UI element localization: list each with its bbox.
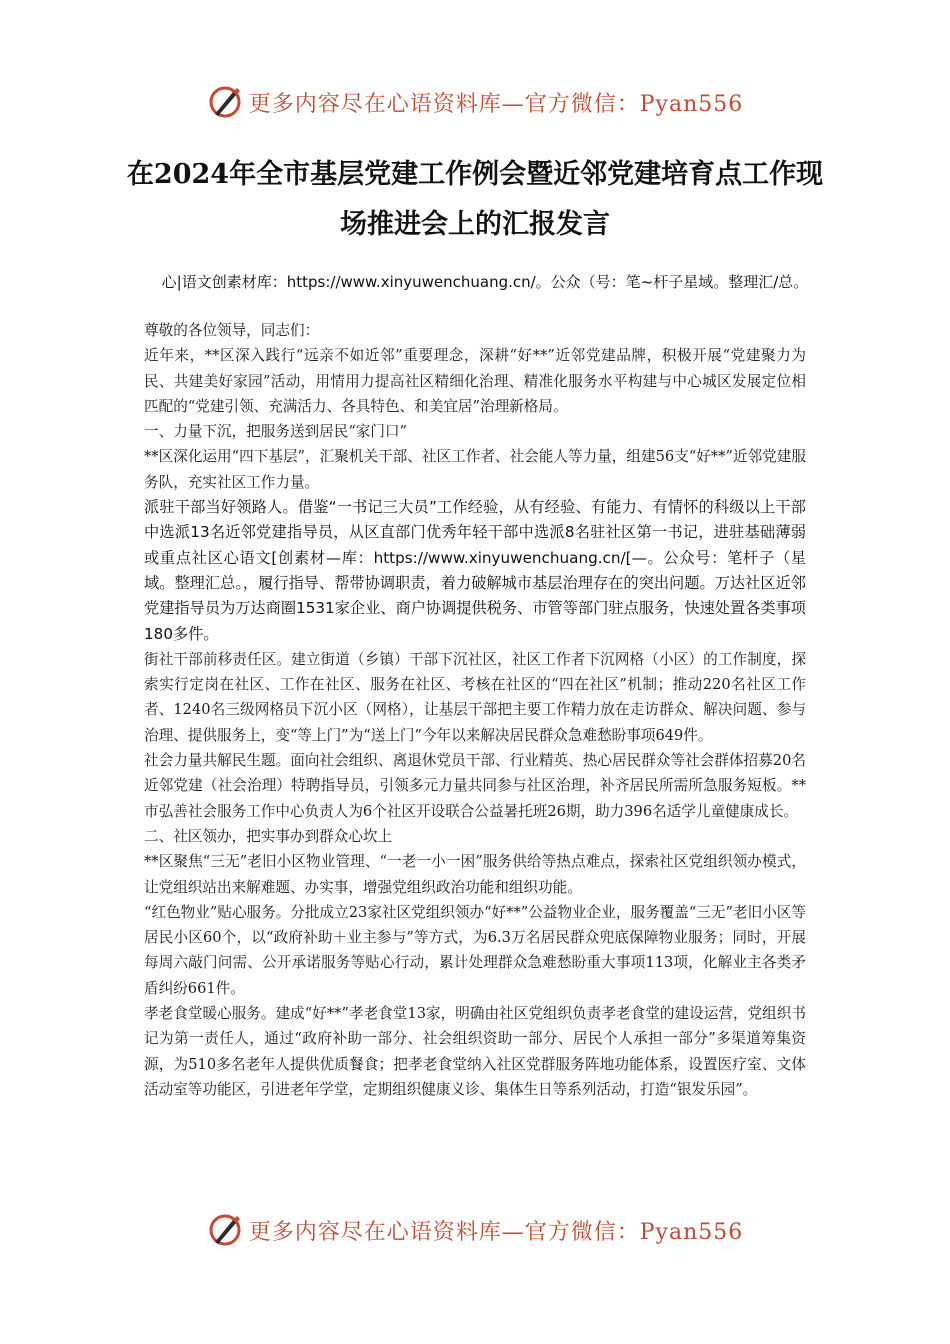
paragraph: 街社干部前移责任区。建立街道（乡镇）干部下沉社区，社区工作者下沉网格（小区）的工作制度，探索实行定岗在社区、工作在社区、服务在社区、考核在社区的“四在社区”机制；推动220名社区工作者、1240名三级网格员下沉小区（网格），让基层干部把主要工作精力放在走访群众、解决问题、参与治理、提供服务上，变“等上门”为“送上门”今年以来解决居民群众急难愁盼事项649件。 (144, 650, 806, 744)
paragraph: **区深化运用“四下基层”，汇聚机关干部、社区工作者、社会能人等力量，组建56支“好**”近邻党建服务队，充实社区工作力量。 (144, 448, 806, 491)
header-banner-text: 更多内容尽在心语资料库—官方微信：Pyan556 (248, 91, 744, 117)
paragraph: 社会力量共解民生题。面向社会组织、离退休党员干部、行业精英、热心居民群众等社会群体招募20名近邻党建（社会治理）特聘指导员，引领多元力量共同参与社区治理，补齐居民所需所急服务短板。**市弘善社会服务工作中心负责人为6个社区开设联合公益暑托班26期，助力396名适学儿童健康成长。 (144, 752, 806, 820)
pen-circle-logo-icon (207, 1212, 243, 1248)
paragraph: 近年来，**区深入践行“远亲不如近邻”重要理念，深耕“好**”近邻党建品牌，积极开展“党建聚力为民、共建美好家园”活动，用情用力提高社区精细化治理、精准化服务水平构建与中心城区发展定位相匹配的“党建引领、充满活力、各具特色、和美宜居”治理新格局。 (144, 347, 806, 415)
footer-banner (0, 1208, 950, 1252)
document-body (144, 318, 806, 1102)
document-title: 在2024年全市基层党建工作例会暨近邻党建培育点工作现场推进会上的汇报发言 (126, 159, 824, 240)
pen-circle-logo-icon (207, 84, 243, 120)
paragraph: **区聚焦“三无”老旧小区物业管理、“一老一小一困”服务供给等热点难点，探索社区党组织领办模式，让党组织站出来解难题、办实事，增强党组织政治功能和组织功能。 (144, 853, 806, 896)
header-banner (0, 80, 950, 124)
paragraph: 孝老食堂暖心服务。建成“好**”孝老食堂13家，明确由社区党组织负责孝老食堂的建设运营，党组织书记为第一责任人，通过“政府补助一部分、社会组织资助一部分、居民个人承担一部分”多渠道筹集资源，为510多名老年人提供优质餐食；把孝老食堂纳入社区党群服务阵地功能体系，设置医疗室、文体活动室等功能区，引进老年学堂，定期组织健康义诊、集体生日等系列活动，打造“银发乐园”。 (144, 1005, 806, 1098)
paragraph: 派驻干部当好领路人。借鉴“一书记三大员”工作经验，从有经验、有能力、有情怀的科级以上干部中选派13名近邻党建指导员，从区直部门优秀年轻干部中选派8名驻社区第一书记，进驻基础薄弱或重点社区心语文[创素材—库：https://www.xinyuwenchuang.cn/[—。公众号：笔杆子（星域。整理汇总。，履行指导、帮带协调职责，着力破解城市基层治理存在的突出问题。万达社区近邻党建指导员为万达商圈1531家企业、商户协调提供税务、市管等部门驻点服务，快速处置各类事项180多件。 (144, 498, 806, 643)
salutation: 尊敬的各位领导，同志们： (144, 322, 320, 339)
section-heading: 二、社区领办，把实事办到群众心坎上 (144, 827, 393, 845)
source-note: 心|语文创素材库：https://www.xinyuwenchuang.cn/。公众（号：笔~杆子星域。整理汇/总。 (161, 273, 809, 291)
footer-banner-text: 更多内容尽在心语资料库—官方微信：Pyan556 (248, 1219, 744, 1245)
section-heading: 一、力量下沉，把服务送到居民“家门口” (144, 423, 408, 441)
paragraph: “红色物业”贴心服务。分批成立23家社区党组织领办“好**”公益物业企业，服务覆盖“三无”老旧小区等居民小区60个，以“政府补助＋业主参与”等方式，为6.3万名居民群众兜底保障物业服务；同时，开展每周六敲门问需、公开承诺服务等贴心行动，累计处理群众急难愁盼重大事项113项，化解业主各类矛盾纠纷661件。 (144, 903, 806, 997)
